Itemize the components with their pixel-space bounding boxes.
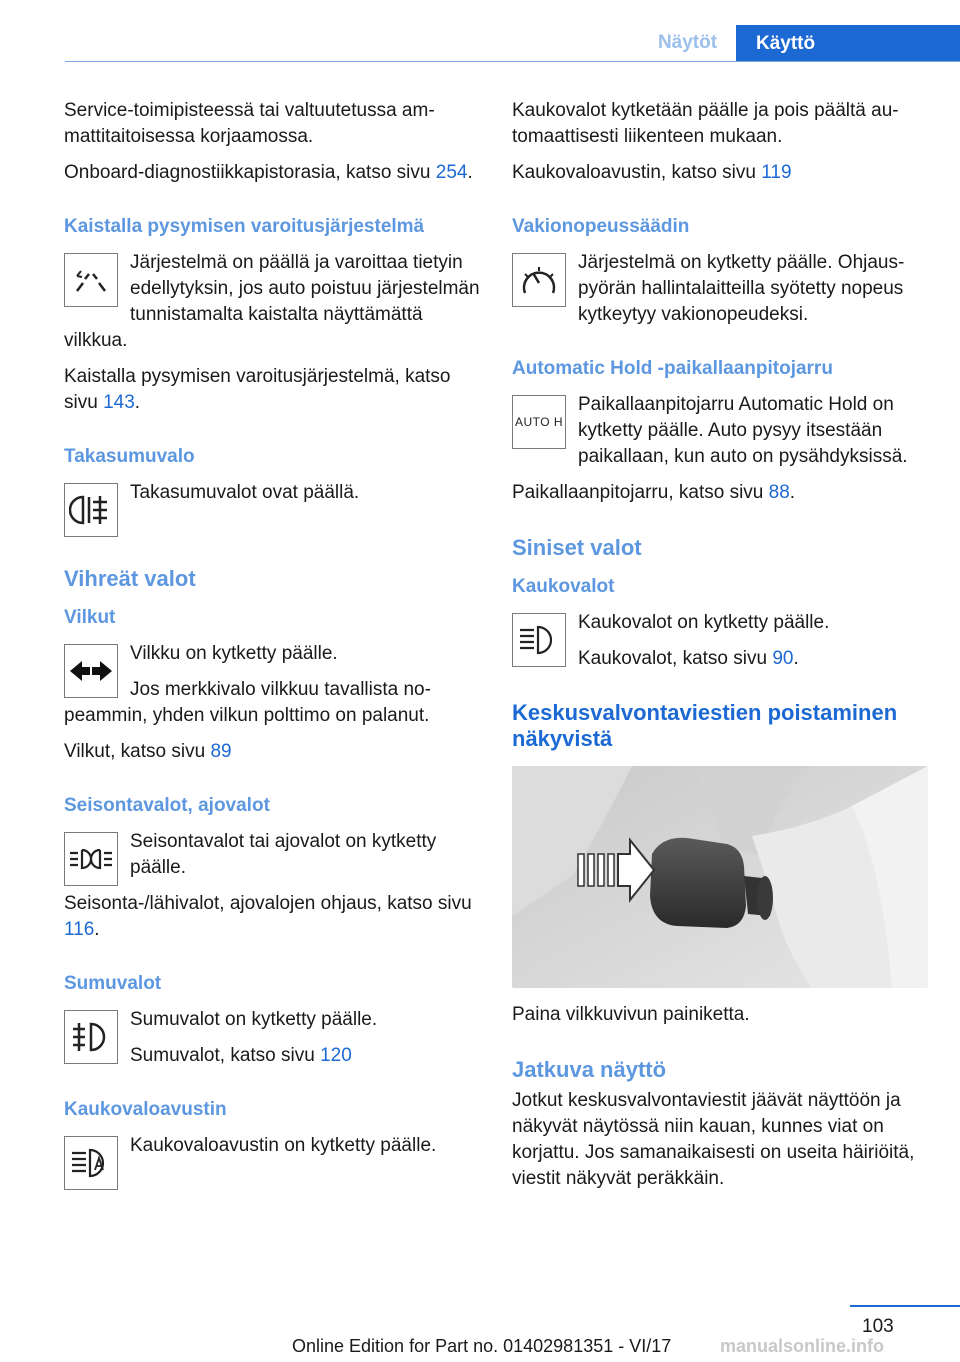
page-link[interactable]: 88 xyxy=(768,482,790,503)
section-heading-hold: Automatic Hold -paikallaanpitojarru xyxy=(512,358,833,379)
stalk-button-photo xyxy=(512,766,928,988)
parking-lights-icon xyxy=(64,832,118,886)
section-heading-lane: Kaistalla pysymisen varoitusjärjestelmä xyxy=(64,216,425,237)
text: Sumuvalot, katso sivu xyxy=(130,1045,321,1066)
paragraph xyxy=(64,739,484,765)
page-link[interactable]: 90 xyxy=(772,648,794,669)
page-link[interactable]: 254 xyxy=(435,162,468,183)
left-column xyxy=(64,98,484,1192)
high-beam-icon xyxy=(512,613,566,667)
watermark: manualsonline.info xyxy=(720,1336,885,1356)
auto-hold-icon xyxy=(512,395,566,449)
page-link[interactable]: 89 xyxy=(210,741,232,762)
auto-hold-label: AUTO H xyxy=(514,415,564,429)
section-heading-hba: Kaukovaloavustin xyxy=(64,1099,227,1120)
right-column xyxy=(512,98,932,1202)
section-heading-blue: Siniset valot xyxy=(512,535,642,560)
paragraph: Seisontavalot tai ajovalot on kytketty päälle. xyxy=(130,831,437,878)
edition-text: Online Edition for Part no. 01402981351 - VI/17 xyxy=(292,1336,672,1356)
high-beam-assist-icon xyxy=(64,1136,118,1190)
paragraph xyxy=(64,1043,484,1069)
page-number: 103 xyxy=(862,1316,894,1337)
section-heading-green: Vihreät valot xyxy=(64,566,196,591)
paragraph: Onboard-diagnostiikkapistorasia, katso sivu 254. xyxy=(64,162,473,183)
paragraph: Järjestelmä on päällä ja varoittaa tietyin edellytyksin, jos auto poistuu järjestelmän tunnistamalta kaistalta näyttämättä vilkkua. xyxy=(64,252,480,351)
paragraph: Jotkut keskusvalvontaviestit jäävät näyttöön ja näkyvät näytössä niin kauan, kunnes viat on korjattu. Jos samanaikaisesti on useita häiriöitä, viestit näkyvät peräkkäin. xyxy=(512,1090,915,1189)
page-link[interactable]: 119 xyxy=(761,162,792,183)
paragraph xyxy=(512,160,932,186)
text: Kaukovalot, katso sivu xyxy=(578,648,773,669)
paragraph: Kaukovalot on kytketty päälle. xyxy=(578,612,830,633)
section-heading-parking: Seisontavalot, ajovalot xyxy=(64,795,270,816)
section-heading-rearfog: Takasumuvalo xyxy=(64,446,195,467)
section-heading-cruise: Vakionopeussäädin xyxy=(512,216,690,237)
rear-fog-light-icon xyxy=(64,483,118,537)
tab-kaytto[interactable]: Käyttö xyxy=(736,25,960,62)
paragraph: Järjestelmä on kytketty päälle. Ohjauspyörän hallintalaitteilla syötetty nopeus kytkeytyy vakionopeudeksi. xyxy=(578,252,905,325)
paragraph: Seisonta-/lähivalot, ajovalojen ohjaus, katso sivu 116. xyxy=(64,893,472,940)
paragraph: Kaukovalot kytketään päälle ja pois päältä automaattisesti liikenteen mukaan. xyxy=(512,100,899,147)
lane-departure-icon xyxy=(64,253,118,307)
text: Kaukovaloavustin, katso sivu xyxy=(512,162,762,183)
section-heading-fog: Sumuvalot xyxy=(64,973,162,994)
fog-light-icon xyxy=(64,1010,118,1064)
cruise-control-icon xyxy=(512,253,566,307)
text: Seisonta-/lähivalot, ajovalojen ohjaus, katso sivu xyxy=(64,893,472,914)
footer-divider xyxy=(850,1305,960,1307)
turn-signal-icon xyxy=(64,644,118,698)
page-link[interactable]: 116 xyxy=(64,919,95,940)
paragraph: Takasumuvalot ovat päällä. xyxy=(130,482,360,503)
paragraph: Vilkku on kytketty päälle. xyxy=(130,643,338,664)
section-heading-vilkut: Vilkut xyxy=(64,607,116,628)
paragraph: Sumuvalot on kytketty päälle. xyxy=(130,1009,378,1030)
text: Onboard-diagnostiikkapistorasia, katso sivu xyxy=(64,162,436,183)
section-heading-continuous: Jatkuva näyttö xyxy=(512,1057,667,1082)
page-link[interactable]: 143 xyxy=(103,392,135,413)
section-heading-hide-messages: Keskusvalvontaviestien poistaminen näkyvistä xyxy=(512,700,898,751)
paragraph: Paina vilkkuvivun painiketta. xyxy=(512,1004,750,1025)
text: Vilkut, katso sivu xyxy=(64,741,211,762)
paragraph: Service-toimipisteessä tai valtuutetussa ammattitaitoisessa korjaamossa. xyxy=(64,100,435,147)
header-divider xyxy=(65,61,960,62)
text: Kaistalla pysymisen varoitusjärjestelmä, katso sivu xyxy=(64,366,451,413)
paragraph: Paikallaanpitojarru Automatic Hold on kytketty päälle. Auto pysyy itsestään paikallaan, kun auto on pysähdyksissä. xyxy=(578,394,908,467)
section-heading-high: Kaukovalot xyxy=(512,576,615,597)
paragraph: Paikallaanpitojarru, katso sivu 88. xyxy=(512,482,796,503)
tab-naytot[interactable]: Näytöt xyxy=(657,32,718,53)
page-link[interactable]: 120 xyxy=(320,1045,352,1066)
paragraph: Kaukovaloavustin on kytketty päälle. xyxy=(130,1135,437,1156)
text: Paikallaanpitojarru, katso sivu xyxy=(512,482,769,503)
paragraph: Kaukovalot, katso sivu 90. xyxy=(578,648,799,669)
paragraph: Kaistalla pysymisen varoitusjärjestelmä, katso sivu 143. xyxy=(64,366,451,413)
paragraph: Jos merkkivalo vilkkuu tavallista nopeammin, yhden vilkun polttimo on palanut. xyxy=(64,679,431,726)
